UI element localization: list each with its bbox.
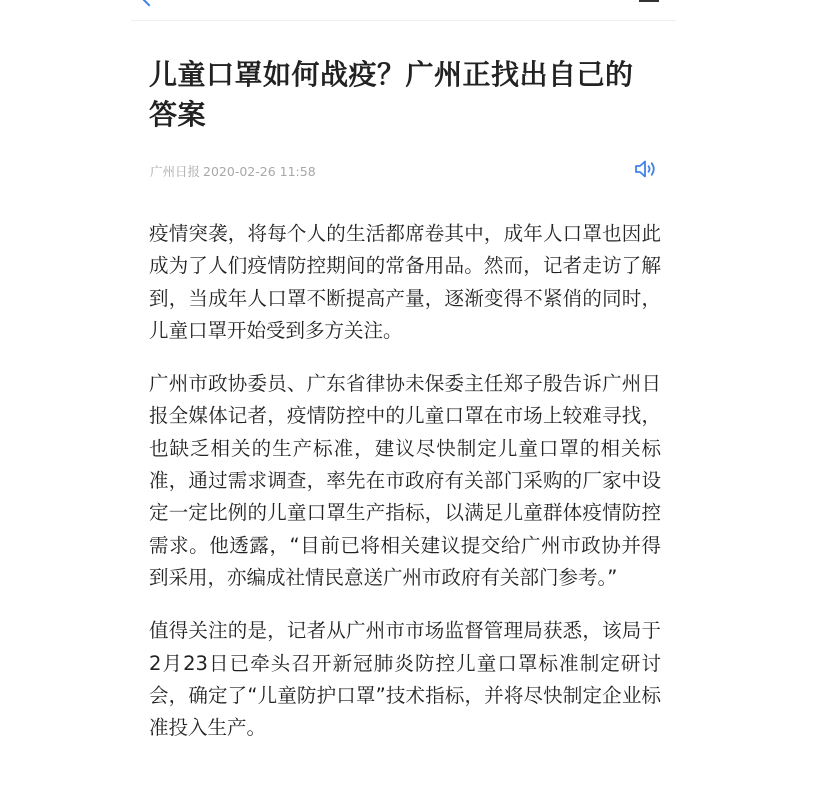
- article-title: 儿童口罩如何战疫？广州正找出自己的答案: [149, 58, 634, 131]
- article-paragraph: 广州市政协委员、广东省律协未保委主任郑子殷告诉广州日报全媒体记者，疫情防控中的儿童口罩在市场上较难寻找，也缺乏相关的生产标准，建议尽快制定儿童口罩的相关标准，通过需求调查，率先在市政府有关部门采购的厂家中设定一定比例的儿童口罩生产指标，以满足儿童群体疫情防控需求。他透露，“目前已将相关建议提交给广州市政协并得到采用，亦编成社情民意送广州市政府有关部门参考。”: [149, 372, 661, 589]
- article-paragraph: 值得关注的是，记者从广州市市场监督管理局获悉，该局于2月23日已牵头召开新冠肺炎防控儿童口罩标准制定研讨会，确定了“儿童防护口罩”技术指标，并将尽快制定企业标准投入生产。: [149, 619, 661, 740]
- article-body: [149, 218, 661, 765]
- top-navigation-bar: [131, 0, 676, 21]
- chevron-left-icon[interactable]: [141, 0, 158, 6]
- article-source: 广州日报: [150, 164, 201, 179]
- article-meta: [150, 162, 316, 180]
- menu-icon[interactable]: [639, 0, 659, 2]
- article-paragraph: 疫情突袭，将每个人的生活都席卷其中，成年人口罩也因此成为了人们疫情防控期间的常备用品。然而，记者走访了解到，当成年人口罩不断提高产量，逐渐变得不紧俏的同时，儿童口罩开始受到多方关注。: [149, 222, 661, 342]
- article-page: [131, 0, 676, 800]
- article-datetime: 2020-02-26 11:58: [203, 164, 316, 179]
- speaker-icon[interactable]: [633, 158, 659, 180]
